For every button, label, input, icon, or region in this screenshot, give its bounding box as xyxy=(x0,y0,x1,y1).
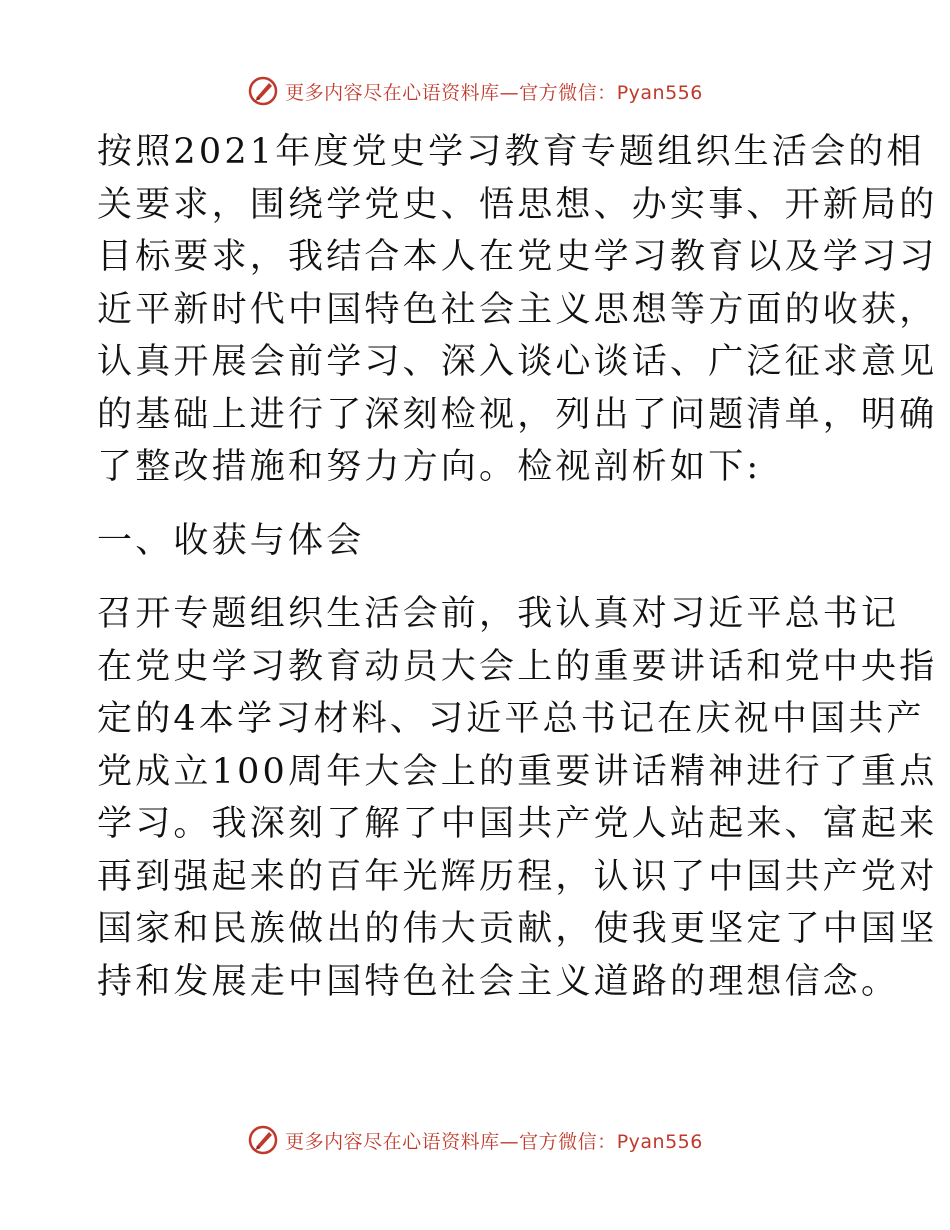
text-line: 按照2021年度党史学习教育专题组织生活会的相 xyxy=(97,132,925,172)
section-heading: 一、收获与体会 xyxy=(97,520,365,561)
text-line: 再到强起来的百年光辉历程，认识了中国共产党对 xyxy=(97,856,938,897)
watermark-contact-id: Pyan556 xyxy=(616,81,703,104)
text-line: 目标要求，我结合本人在党史学习教育以及学习习 xyxy=(97,237,938,277)
document-body xyxy=(97,126,938,1008)
paragraph-gains xyxy=(97,588,938,1008)
text-line: 召开专题组织生活会前，我认真对习近平总书记 xyxy=(97,594,900,634)
quill-pen-circle-logo-icon xyxy=(247,1124,279,1156)
watermark-contact-label: 官方微信： xyxy=(519,81,617,104)
text-line: 党成立100周年大会上的重要讲话精神进行了重点 xyxy=(97,751,938,792)
quill-pen-circle-logo-icon xyxy=(247,75,279,107)
text-line: 定的4本学习材料、习近平总书记在庆祝中国共产 xyxy=(97,699,925,739)
watermark-banner-bottom xyxy=(0,1120,950,1160)
text-line: 的基础上进行了深刻检视，列出了问题清单，明确 xyxy=(97,394,938,435)
watermark-contact-id: Pyan556 xyxy=(616,1130,703,1153)
watermark-contact-label: 官方微信： xyxy=(519,1130,617,1153)
text-line: 了整改措施和努力方向。检视剖析如下: xyxy=(97,447,762,487)
text-line: 国家和民族做出的伟大贡献，使我更坚定了中国坚 xyxy=(97,909,938,949)
text-line: 持和发展走中国特色社会主义道路的理想信念。 xyxy=(97,961,900,1002)
watermark-separator: — xyxy=(499,81,520,104)
paragraph-intro xyxy=(97,126,938,494)
watermark-text xyxy=(285,1127,703,1154)
text-line: 学习。我深刻了解了中国共产党人站起来、富起来 xyxy=(97,804,938,844)
watermark-separator: — xyxy=(499,1130,520,1153)
text-line: 在党史学习教育动员大会上的重要讲话和党中央指 xyxy=(97,646,938,687)
text-line: 近平新时代中国特色社会主义思想等方面的收获， xyxy=(97,289,938,330)
text-line: 认真开展会前学习、深入谈心谈话、广泛征求意见 xyxy=(97,342,938,382)
watermark-site-text: 更多内容尽在心语资料库 xyxy=(285,81,500,104)
watermark-banner-top xyxy=(0,71,950,111)
watermark-site-text: 更多内容尽在心语资料库 xyxy=(285,1130,500,1153)
text-line: 关要求，围绕学党史、悟思想、办实事、开新局的 xyxy=(97,184,938,225)
watermark-text xyxy=(285,78,703,105)
